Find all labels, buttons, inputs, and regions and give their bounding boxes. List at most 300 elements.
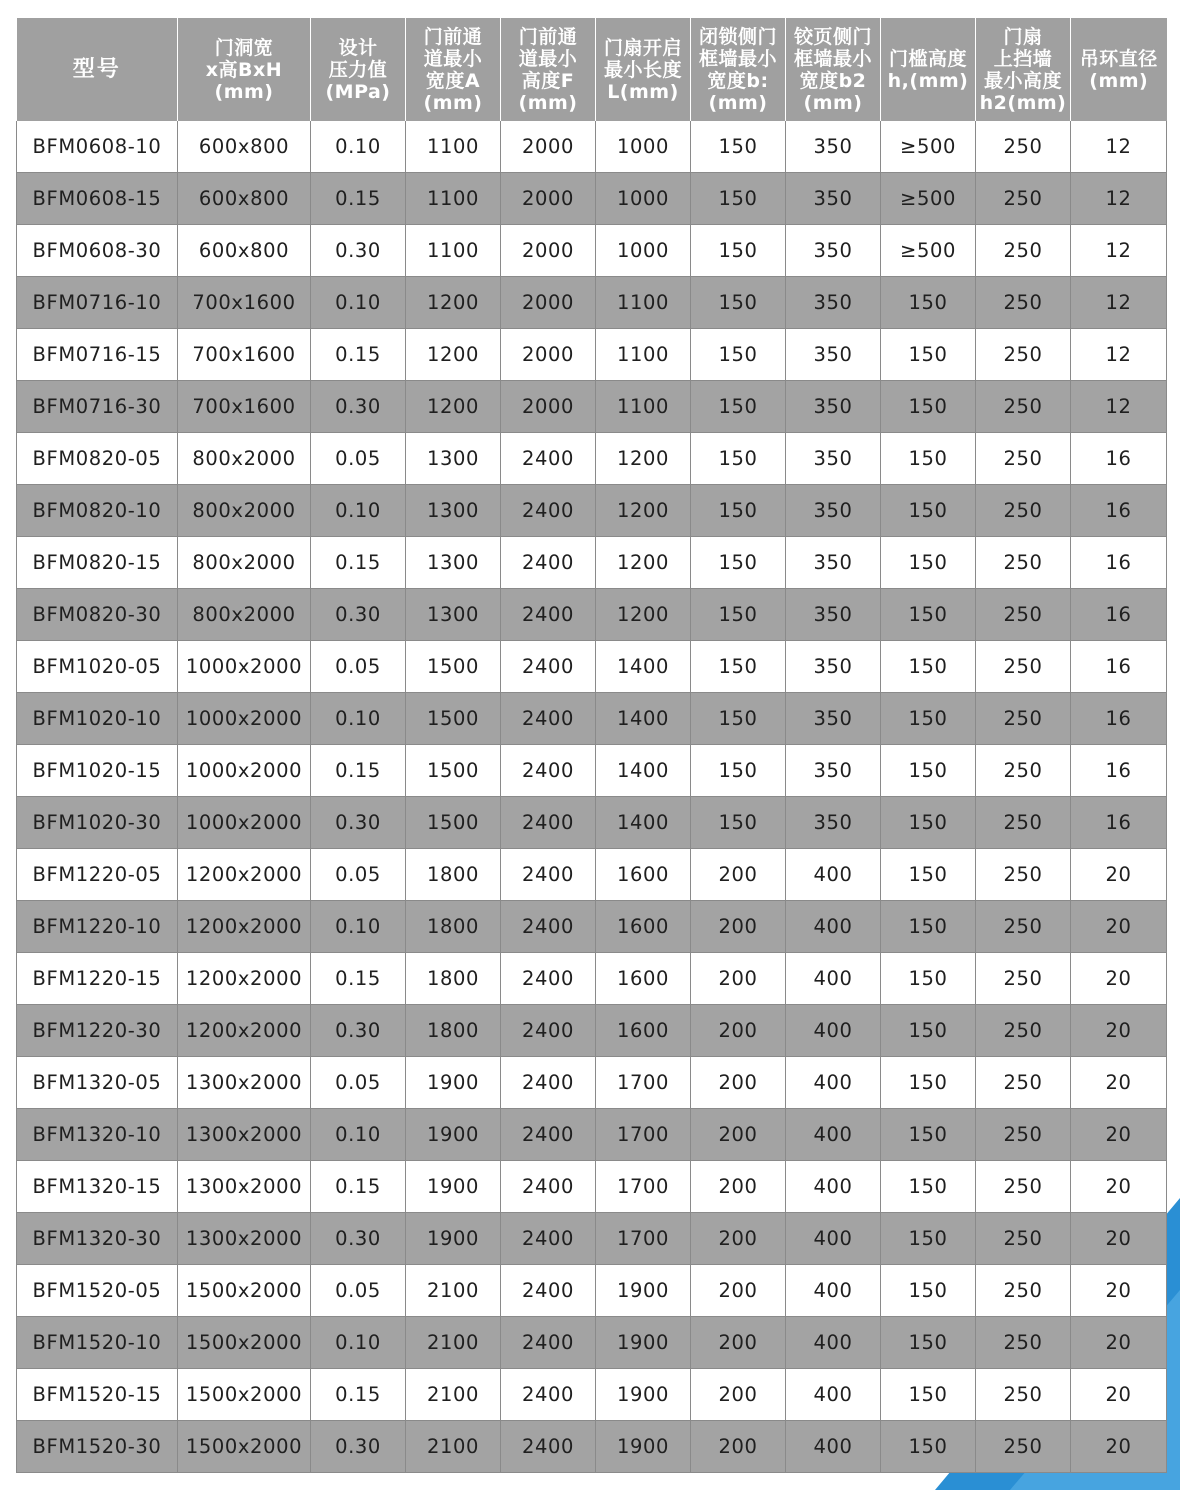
cell-lifting-ring-diameter: 20 xyxy=(1071,1213,1167,1265)
table-row xyxy=(17,433,1167,485)
cell-min-opening-length: 1700 xyxy=(596,1057,691,1109)
cell-hinge-side-wall-width: 350 xyxy=(786,693,881,745)
cell-threshold-height: 150 xyxy=(881,485,976,537)
cell-door-opening-size: 1000x2000 xyxy=(178,797,311,849)
cell-lifting-ring-diameter: 16 xyxy=(1071,485,1167,537)
cell-min-passage-width: 1900 xyxy=(406,1057,501,1109)
cell-lock-side-wall-width: 200 xyxy=(691,901,786,953)
cell-threshold-height: 150 xyxy=(881,797,976,849)
cell-door-opening-size: 800x2000 xyxy=(178,537,311,589)
table-row xyxy=(17,1161,1167,1213)
cell-design-pressure: 0.05 xyxy=(311,849,406,901)
table-body xyxy=(17,121,1167,1473)
cell-min-passage-height: 2400 xyxy=(501,1421,596,1473)
cell-min-passage-height: 2400 xyxy=(501,1213,596,1265)
cell-hinge-side-wall-width: 350 xyxy=(786,381,881,433)
cell-lifting-ring-diameter: 20 xyxy=(1071,1265,1167,1317)
cell-door-opening-size: 1000x2000 xyxy=(178,641,311,693)
cell-upper-wall-min-height: 250 xyxy=(976,173,1071,225)
cell-lifting-ring-diameter: 16 xyxy=(1071,589,1167,641)
cell-design-pressure: 0.15 xyxy=(311,537,406,589)
cell-model: BFM1320-30 xyxy=(17,1213,178,1265)
table-row xyxy=(17,1421,1167,1473)
cell-model: BFM1320-15 xyxy=(17,1161,178,1213)
cell-min-opening-length: 1900 xyxy=(596,1265,691,1317)
cell-min-passage-height: 2400 xyxy=(501,537,596,589)
cell-min-passage-width: 1100 xyxy=(406,121,501,173)
cell-upper-wall-min-height: 250 xyxy=(976,1005,1071,1057)
cell-design-pressure: 0.15 xyxy=(311,1161,406,1213)
table-row xyxy=(17,1369,1167,1421)
cell-min-passage-height: 2000 xyxy=(501,121,596,173)
cell-door-opening-size: 1200x2000 xyxy=(178,1005,311,1057)
cell-min-passage-height: 2400 xyxy=(501,1161,596,1213)
cell-door-opening-size: 1500x2000 xyxy=(178,1317,311,1369)
cell-min-passage-width: 1800 xyxy=(406,1005,501,1057)
cell-upper-wall-min-height: 250 xyxy=(976,901,1071,953)
cell-upper-wall-min-height: 250 xyxy=(976,485,1071,537)
cell-threshold-height: 150 xyxy=(881,277,976,329)
cell-hinge-side-wall-width: 350 xyxy=(786,121,881,173)
cell-min-passage-height: 2400 xyxy=(501,849,596,901)
header-min-passage-height: 门前通 道最小 高度F (mm) xyxy=(501,18,596,121)
cell-upper-wall-min-height: 250 xyxy=(976,537,1071,589)
table-row xyxy=(17,1317,1167,1369)
cell-lock-side-wall-width: 200 xyxy=(691,1109,786,1161)
cell-min-passage-width: 2100 xyxy=(406,1421,501,1473)
cell-min-passage-width: 1300 xyxy=(406,537,501,589)
cell-min-opening-length: 1200 xyxy=(596,485,691,537)
table-row xyxy=(17,329,1167,381)
header-design-pressure: 设计 压力值 (MPa) xyxy=(311,18,406,121)
cell-min-passage-width: 1900 xyxy=(406,1109,501,1161)
cell-min-opening-length: 1400 xyxy=(596,693,691,745)
table-row xyxy=(17,745,1167,797)
cell-upper-wall-min-height: 250 xyxy=(976,433,1071,485)
cell-min-opening-length: 1900 xyxy=(596,1369,691,1421)
cell-model: BFM1320-05 xyxy=(17,1057,178,1109)
cell-lifting-ring-diameter: 16 xyxy=(1071,745,1167,797)
cell-min-passage-width: 1100 xyxy=(406,225,501,277)
cell-hinge-side-wall-width: 400 xyxy=(786,1369,881,1421)
cell-threshold-height: ≥500 xyxy=(881,173,976,225)
cell-min-passage-width: 1100 xyxy=(406,173,501,225)
cell-hinge-side-wall-width: 350 xyxy=(786,329,881,381)
cell-min-opening-length: 1000 xyxy=(596,121,691,173)
cell-lifting-ring-diameter: 20 xyxy=(1071,1369,1167,1421)
cell-door-opening-size: 700x1600 xyxy=(178,381,311,433)
cell-lifting-ring-diameter: 16 xyxy=(1071,433,1167,485)
cell-min-opening-length: 1900 xyxy=(596,1421,691,1473)
cell-lifting-ring-diameter: 12 xyxy=(1071,121,1167,173)
cell-threshold-height: 150 xyxy=(881,1005,976,1057)
cell-hinge-side-wall-width: 350 xyxy=(786,797,881,849)
cell-min-opening-length: 1600 xyxy=(596,849,691,901)
cell-hinge-side-wall-width: 400 xyxy=(786,1005,881,1057)
header-lifting-ring-diameter: 吊环直径 (mm) xyxy=(1071,18,1167,121)
cell-design-pressure: 0.10 xyxy=(311,901,406,953)
header-upper-wall-min-height: 门扇 上挡墙 最小高度 h2(mm) xyxy=(976,18,1071,121)
cell-threshold-height: 150 xyxy=(881,1161,976,1213)
cell-lifting-ring-diameter: 12 xyxy=(1071,329,1167,381)
cell-door-opening-size: 600x800 xyxy=(178,173,311,225)
cell-lock-side-wall-width: 200 xyxy=(691,1005,786,1057)
cell-lock-side-wall-width: 200 xyxy=(691,953,786,1005)
cell-min-passage-width: 1500 xyxy=(406,797,501,849)
cell-min-passage-height: 2400 xyxy=(501,901,596,953)
cell-min-opening-length: 1600 xyxy=(596,901,691,953)
cell-door-opening-size: 1300x2000 xyxy=(178,1057,311,1109)
cell-threshold-height: 150 xyxy=(881,1213,976,1265)
cell-door-opening-size: 1000x2000 xyxy=(178,745,311,797)
cell-threshold-height: 150 xyxy=(881,329,976,381)
cell-lock-side-wall-width: 200 xyxy=(691,1421,786,1473)
cell-model: BFM1520-10 xyxy=(17,1317,178,1369)
cell-min-opening-length: 1200 xyxy=(596,537,691,589)
cell-model: BFM1220-10 xyxy=(17,901,178,953)
cell-lock-side-wall-width: 150 xyxy=(691,381,786,433)
cell-min-passage-width: 1500 xyxy=(406,693,501,745)
cell-upper-wall-min-height: 250 xyxy=(976,1161,1071,1213)
table-row xyxy=(17,381,1167,433)
cell-upper-wall-min-height: 250 xyxy=(976,589,1071,641)
cell-min-passage-width: 2100 xyxy=(406,1265,501,1317)
cell-threshold-height: 150 xyxy=(881,433,976,485)
cell-min-opening-length: 1200 xyxy=(596,433,691,485)
cell-upper-wall-min-height: 250 xyxy=(976,1057,1071,1109)
cell-design-pressure: 0.15 xyxy=(311,953,406,1005)
cell-model: BFM1520-15 xyxy=(17,1369,178,1421)
cell-upper-wall-min-height: 250 xyxy=(976,1213,1071,1265)
cell-design-pressure: 0.05 xyxy=(311,1265,406,1317)
cell-door-opening-size: 800x2000 xyxy=(178,433,311,485)
cell-threshold-height: 150 xyxy=(881,1109,976,1161)
cell-model: BFM1020-30 xyxy=(17,797,178,849)
cell-lock-side-wall-width: 150 xyxy=(691,589,786,641)
table-row xyxy=(17,121,1167,173)
cell-design-pressure: 0.15 xyxy=(311,329,406,381)
cell-lifting-ring-diameter: 20 xyxy=(1071,901,1167,953)
cell-lifting-ring-diameter: 20 xyxy=(1071,1109,1167,1161)
cell-hinge-side-wall-width: 400 xyxy=(786,1265,881,1317)
cell-model: BFM0716-30 xyxy=(17,381,178,433)
header-door-opening-size: 门洞宽 x高BxH (mm) xyxy=(178,18,311,121)
cell-min-opening-length: 1700 xyxy=(596,1109,691,1161)
cell-threshold-height: 150 xyxy=(881,1265,976,1317)
table-row xyxy=(17,485,1167,537)
cell-design-pressure: 0.10 xyxy=(311,1109,406,1161)
cell-min-passage-width: 1300 xyxy=(406,485,501,537)
cell-model: BFM0820-30 xyxy=(17,589,178,641)
cell-lock-side-wall-width: 150 xyxy=(691,225,786,277)
cell-upper-wall-min-height: 250 xyxy=(976,797,1071,849)
cell-min-passage-width: 1800 xyxy=(406,849,501,901)
cell-lock-side-wall-width: 200 xyxy=(691,1265,786,1317)
cell-lock-side-wall-width: 150 xyxy=(691,485,786,537)
cell-lock-side-wall-width: 200 xyxy=(691,849,786,901)
cell-threshold-height: 150 xyxy=(881,693,976,745)
cell-min-opening-length: 1400 xyxy=(596,641,691,693)
cell-design-pressure: 0.30 xyxy=(311,1421,406,1473)
cell-threshold-height: 150 xyxy=(881,849,976,901)
cell-design-pressure: 0.10 xyxy=(311,485,406,537)
cell-min-passage-height: 2400 xyxy=(501,1109,596,1161)
cell-door-opening-size: 1200x2000 xyxy=(178,849,311,901)
cell-hinge-side-wall-width: 350 xyxy=(786,485,881,537)
cell-door-opening-size: 1500x2000 xyxy=(178,1265,311,1317)
table-row xyxy=(17,225,1167,277)
cell-lock-side-wall-width: 200 xyxy=(691,1161,786,1213)
cell-threshold-height: 150 xyxy=(881,1369,976,1421)
cell-upper-wall-min-height: 250 xyxy=(976,329,1071,381)
cell-min-opening-length: 1700 xyxy=(596,1213,691,1265)
cell-lifting-ring-diameter: 12 xyxy=(1071,381,1167,433)
cell-lock-side-wall-width: 150 xyxy=(691,433,786,485)
cell-lock-side-wall-width: 150 xyxy=(691,277,786,329)
cell-min-passage-width: 1800 xyxy=(406,901,501,953)
cell-lifting-ring-diameter: 16 xyxy=(1071,641,1167,693)
cell-design-pressure: 0.15 xyxy=(311,1369,406,1421)
cell-min-passage-width: 2100 xyxy=(406,1369,501,1421)
cell-design-pressure: 0.30 xyxy=(311,589,406,641)
cell-lifting-ring-diameter: 12 xyxy=(1071,173,1167,225)
cell-model: BFM0820-10 xyxy=(17,485,178,537)
cell-lock-side-wall-width: 150 xyxy=(691,693,786,745)
cell-upper-wall-min-height: 250 xyxy=(976,1317,1071,1369)
cell-design-pressure: 0.30 xyxy=(311,1005,406,1057)
cell-min-opening-length: 1600 xyxy=(596,1005,691,1057)
cell-design-pressure: 0.30 xyxy=(311,225,406,277)
cell-door-opening-size: 1300x2000 xyxy=(178,1161,311,1213)
cell-design-pressure: 0.05 xyxy=(311,433,406,485)
cell-hinge-side-wall-width: 350 xyxy=(786,433,881,485)
table-row xyxy=(17,693,1167,745)
cell-threshold-height: 150 xyxy=(881,381,976,433)
table-row xyxy=(17,1057,1167,1109)
cell-lock-side-wall-width: 150 xyxy=(691,745,786,797)
cell-door-opening-size: 1300x2000 xyxy=(178,1109,311,1161)
cell-upper-wall-min-height: 250 xyxy=(976,1421,1071,1473)
cell-hinge-side-wall-width: 400 xyxy=(786,849,881,901)
cell-upper-wall-min-height: 250 xyxy=(976,641,1071,693)
cell-lock-side-wall-width: 150 xyxy=(691,173,786,225)
cell-lifting-ring-diameter: 20 xyxy=(1071,849,1167,901)
cell-min-opening-length: 1000 xyxy=(596,173,691,225)
cell-min-passage-width: 1800 xyxy=(406,953,501,1005)
cell-lock-side-wall-width: 200 xyxy=(691,1213,786,1265)
cell-min-opening-length: 1200 xyxy=(596,589,691,641)
table-row xyxy=(17,641,1167,693)
cell-threshold-height: 150 xyxy=(881,953,976,1005)
cell-min-passage-height: 2000 xyxy=(501,173,596,225)
cell-design-pressure: 0.30 xyxy=(311,381,406,433)
table-row xyxy=(17,1213,1167,1265)
header-min-passage-width: 门前通 道最小 宽度A (mm) xyxy=(406,18,501,121)
cell-min-opening-length: 1100 xyxy=(596,329,691,381)
cell-design-pressure: 0.05 xyxy=(311,641,406,693)
cell-min-opening-length: 1400 xyxy=(596,745,691,797)
cell-min-passage-height: 2400 xyxy=(501,953,596,1005)
cell-min-opening-length: 1100 xyxy=(596,381,691,433)
cell-min-passage-width: 1500 xyxy=(406,745,501,797)
cell-threshold-height: ≥500 xyxy=(881,121,976,173)
cell-min-opening-length: 1600 xyxy=(596,953,691,1005)
table-row xyxy=(17,1265,1167,1317)
cell-hinge-side-wall-width: 350 xyxy=(786,173,881,225)
cell-door-opening-size: 1000x2000 xyxy=(178,693,311,745)
cell-model: BFM1520-05 xyxy=(17,1265,178,1317)
cell-upper-wall-min-height: 250 xyxy=(976,277,1071,329)
cell-upper-wall-min-height: 250 xyxy=(976,1265,1071,1317)
cell-lifting-ring-diameter: 20 xyxy=(1071,953,1167,1005)
cell-door-opening-size: 1500x2000 xyxy=(178,1421,311,1473)
cell-hinge-side-wall-width: 350 xyxy=(786,225,881,277)
cell-hinge-side-wall-width: 400 xyxy=(786,953,881,1005)
cell-door-opening-size: 800x2000 xyxy=(178,485,311,537)
cell-model: BFM1320-10 xyxy=(17,1109,178,1161)
cell-threshold-height: 150 xyxy=(881,745,976,797)
cell-lock-side-wall-width: 150 xyxy=(691,797,786,849)
cell-min-passage-height: 2400 xyxy=(501,1005,596,1057)
cell-design-pressure: 0.30 xyxy=(311,797,406,849)
cell-upper-wall-min-height: 250 xyxy=(976,693,1071,745)
cell-min-passage-height: 2400 xyxy=(501,485,596,537)
cell-lock-side-wall-width: 150 xyxy=(691,537,786,589)
cell-lock-side-wall-width: 150 xyxy=(691,329,786,381)
cell-lifting-ring-diameter: 12 xyxy=(1071,225,1167,277)
cell-lifting-ring-diameter: 16 xyxy=(1071,537,1167,589)
cell-design-pressure: 0.15 xyxy=(311,173,406,225)
cell-min-opening-length: 1700 xyxy=(596,1161,691,1213)
table-row xyxy=(17,901,1167,953)
cell-threshold-height: ≥500 xyxy=(881,225,976,277)
cell-model: BFM1220-05 xyxy=(17,849,178,901)
cell-upper-wall-min-height: 250 xyxy=(976,121,1071,173)
cell-door-opening-size: 600x800 xyxy=(178,225,311,277)
cell-min-passage-width: 1200 xyxy=(406,277,501,329)
cell-lock-side-wall-width: 150 xyxy=(691,641,786,693)
cell-model: BFM1020-05 xyxy=(17,641,178,693)
cell-min-passage-height: 2400 xyxy=(501,589,596,641)
cell-min-passage-height: 2400 xyxy=(501,745,596,797)
cell-model: BFM0716-15 xyxy=(17,329,178,381)
cell-threshold-height: 150 xyxy=(881,641,976,693)
header-lock-side-wall-width: 闭锁侧门 框墙最小 宽度b: (mm) xyxy=(691,18,786,121)
cell-model: BFM0608-30 xyxy=(17,225,178,277)
header-hinge-side-wall-width: 铰页侧门 框墙最小 宽度b2 (mm) xyxy=(786,18,881,121)
cell-min-passage-width: 1900 xyxy=(406,1161,501,1213)
cell-design-pressure: 0.10 xyxy=(311,1317,406,1369)
cell-hinge-side-wall-width: 350 xyxy=(786,745,881,797)
cell-min-opening-length: 1100 xyxy=(596,277,691,329)
cell-door-opening-size: 1300x2000 xyxy=(178,1213,311,1265)
cell-min-passage-width: 1500 xyxy=(406,641,501,693)
cell-hinge-side-wall-width: 400 xyxy=(786,901,881,953)
cell-min-passage-height: 2400 xyxy=(501,797,596,849)
cell-min-passage-height: 2000 xyxy=(501,225,596,277)
table-header xyxy=(17,18,1167,121)
cell-threshold-height: 150 xyxy=(881,1317,976,1369)
cell-model: BFM1520-30 xyxy=(17,1421,178,1473)
cell-hinge-side-wall-width: 400 xyxy=(786,1317,881,1369)
table-row xyxy=(17,1109,1167,1161)
cell-design-pressure: 0.15 xyxy=(311,745,406,797)
cell-hinge-side-wall-width: 400 xyxy=(786,1213,881,1265)
cell-design-pressure: 0.10 xyxy=(311,693,406,745)
cell-min-opening-length: 1000 xyxy=(596,225,691,277)
cell-door-opening-size: 700x1600 xyxy=(178,329,311,381)
cell-hinge-side-wall-width: 350 xyxy=(786,277,881,329)
cell-hinge-side-wall-width: 350 xyxy=(786,641,881,693)
cell-model: BFM1020-15 xyxy=(17,745,178,797)
cell-hinge-side-wall-width: 350 xyxy=(786,537,881,589)
cell-design-pressure: 0.10 xyxy=(311,121,406,173)
cell-lock-side-wall-width: 200 xyxy=(691,1369,786,1421)
cell-model: BFM0820-15 xyxy=(17,537,178,589)
table-row xyxy=(17,277,1167,329)
cell-hinge-side-wall-width: 400 xyxy=(786,1421,881,1473)
cell-door-opening-size: 700x1600 xyxy=(178,277,311,329)
cell-lifting-ring-diameter: 20 xyxy=(1071,1317,1167,1369)
cell-threshold-height: 150 xyxy=(881,589,976,641)
cell-min-passage-height: 2000 xyxy=(501,381,596,433)
table-row xyxy=(17,1005,1167,1057)
header-min-opening-length: 门扇开启 最小长度 L(mm) xyxy=(596,18,691,121)
table-row xyxy=(17,953,1167,1005)
cell-lifting-ring-diameter: 20 xyxy=(1071,1057,1167,1109)
cell-min-passage-width: 2100 xyxy=(406,1317,501,1369)
cell-min-passage-width: 1300 xyxy=(406,589,501,641)
cell-threshold-height: 150 xyxy=(881,901,976,953)
cell-upper-wall-min-height: 250 xyxy=(976,1109,1071,1161)
cell-lifting-ring-diameter: 20 xyxy=(1071,1421,1167,1473)
cell-model: BFM1020-10 xyxy=(17,693,178,745)
cell-lock-side-wall-width: 150 xyxy=(691,121,786,173)
cell-design-pressure: 0.05 xyxy=(311,1057,406,1109)
cell-upper-wall-min-height: 250 xyxy=(976,849,1071,901)
header-threshold-height: 门槛高度 h,(mm) xyxy=(881,18,976,121)
cell-min-passage-height: 2000 xyxy=(501,329,596,381)
cell-min-passage-height: 2400 xyxy=(501,641,596,693)
cell-model: BFM0608-10 xyxy=(17,121,178,173)
cell-threshold-height: 150 xyxy=(881,1057,976,1109)
cell-min-passage-height: 2400 xyxy=(501,693,596,745)
cell-min-passage-height: 2400 xyxy=(501,1057,596,1109)
cell-door-opening-size: 1200x2000 xyxy=(178,901,311,953)
cell-lifting-ring-diameter: 20 xyxy=(1071,1161,1167,1213)
cell-model: BFM0716-10 xyxy=(17,277,178,329)
cell-upper-wall-min-height: 250 xyxy=(976,381,1071,433)
cell-min-passage-height: 2400 xyxy=(501,433,596,485)
cell-model: BFM0820-05 xyxy=(17,433,178,485)
table-row xyxy=(17,537,1167,589)
cell-lifting-ring-diameter: 12 xyxy=(1071,277,1167,329)
cell-lifting-ring-diameter: 20 xyxy=(1071,1005,1167,1057)
cell-design-pressure: 0.30 xyxy=(311,1213,406,1265)
cell-min-passage-width: 1300 xyxy=(406,433,501,485)
cell-hinge-side-wall-width: 400 xyxy=(786,1161,881,1213)
header-model: 型号 xyxy=(17,18,178,121)
cell-threshold-height: 150 xyxy=(881,1421,976,1473)
cell-min-opening-length: 1400 xyxy=(596,797,691,849)
cell-lock-side-wall-width: 200 xyxy=(691,1057,786,1109)
table-row xyxy=(17,589,1167,641)
cell-min-opening-length: 1900 xyxy=(596,1317,691,1369)
cell-lock-side-wall-width: 200 xyxy=(691,1317,786,1369)
cell-min-passage-height: 2400 xyxy=(501,1265,596,1317)
cell-upper-wall-min-height: 250 xyxy=(976,953,1071,1005)
cell-min-passage-height: 2000 xyxy=(501,277,596,329)
